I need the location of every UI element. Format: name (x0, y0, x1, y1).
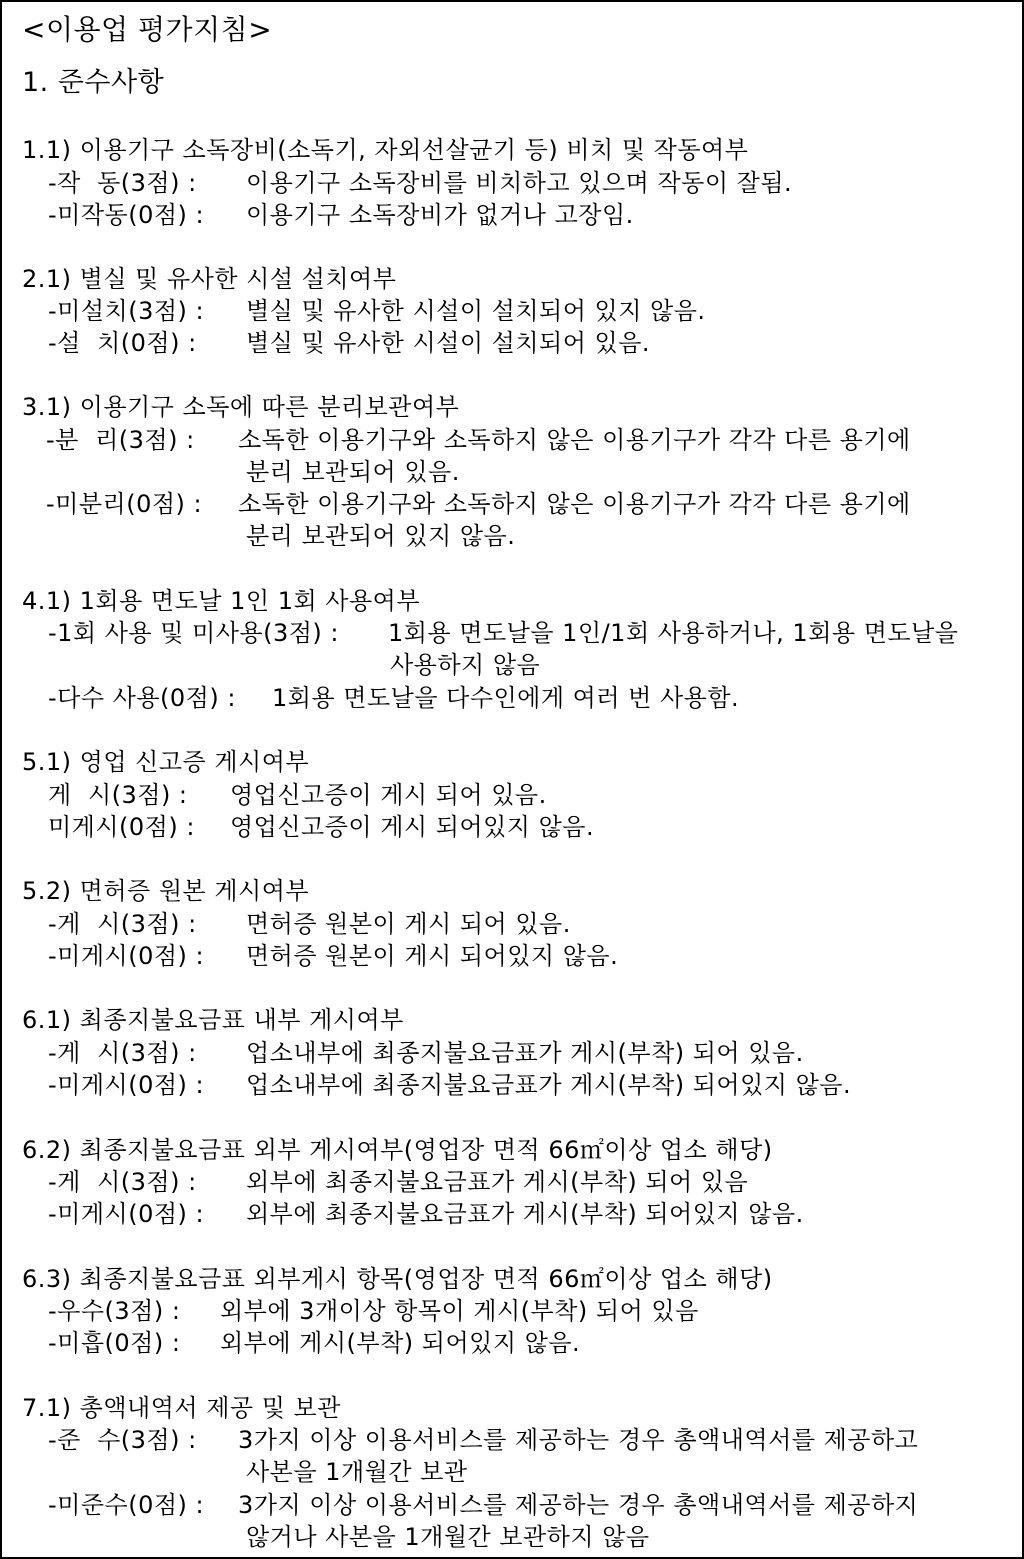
item-heading-1-1: 1.1) 이용기구 소독장비(소독기, 자외선살균기 등) 비치 및 작동여부 (22, 136, 749, 164)
criterion-label: -미준수(0점) : (48, 1491, 205, 1519)
item-heading-2-1: 2.1) 별실 및 유사한 시설 설치여부 (22, 265, 397, 293)
criterion-description: 1회용 면도날을 다수인에게 여러 번 사용함. (272, 684, 740, 712)
criterion-label: -게 시(3점) : (48, 1039, 197, 1067)
item-heading-7-1: 7.1) 총액내역서 제공 및 보관 (22, 1394, 341, 1422)
criterion-label: -미게시(0점) : (48, 1071, 205, 1099)
criterion-description: 별실 및 유사한 시설이 설치되어 있지 않음. (246, 297, 706, 325)
section-heading: 1. 준수사항 (22, 67, 165, 98)
criterion-description: 1회용 면도날을 1인/1회 사용하거나, 1회용 면도날을 (388, 619, 959, 647)
criterion-description: 소독한 이용기구와 소독하지 않은 이용기구가 각각 다른 용기에 (238, 490, 911, 518)
item-heading-6-3: 6.3) 최종지불요금표 외부게시 항목(영업장 면적 66㎡이상 업소 해당) (22, 1265, 773, 1293)
criterion-description: 않거나 사본을 1개월간 보관하지 않음 (246, 1523, 650, 1551)
criterion-label: 미게시(0점) : (48, 813, 195, 841)
criterion-description: 업소내부에 최종지불요금표가 게시(부착) 되어 있음. (246, 1039, 804, 1067)
criterion-description: 면허증 원본이 게시 되어있지 않음. (246, 942, 619, 970)
criterion-label: -미설치(3점) : (48, 297, 205, 325)
criterion-description: 소독한 이용기구와 소독하지 않은 이용기구가 각각 다른 용기에 (238, 426, 911, 454)
item-heading-6-2: 6.2) 최종지불요금표 외부 게시여부(영업장 면적 66㎡이상 업소 해당) (22, 1136, 773, 1164)
criterion-label: -다수 사용(0점) : (48, 684, 236, 712)
criterion-description: 외부에 최종지불요금표가 게시(부착) 되어있지 않음. (246, 1200, 804, 1228)
criterion-description: 외부에 최종지불요금표가 게시(부착) 되어 있음 (246, 1168, 749, 1196)
criterion-label: -미흡(0점) : (48, 1329, 181, 1357)
criterion-description: 영업신고증이 게시 되어 있음. (230, 781, 547, 809)
criterion-description: 3가지 이상 이용서비스를 제공하는 경우 총액내역서를 제공하고 (238, 1426, 919, 1454)
criterion-label: -미분리(0점) : (46, 490, 203, 518)
criterion-label: -게 시(3점) : (48, 910, 197, 938)
item-heading-5-2: 5.2) 면허증 원본 게시여부 (22, 877, 310, 905)
criterion-label: -분 리(3점) : (46, 426, 195, 454)
criterion-description: 분리 보관되어 있음. (246, 458, 460, 486)
criterion-description: 사용하지 않음 (390, 651, 541, 679)
criterion-description: 영업신고증이 게시 되어있지 않음. (230, 813, 595, 841)
item-heading-6-1: 6.1) 최종지불요금표 내부 게시여부 (22, 1006, 404, 1034)
criterion-label: -미게시(0점) : (48, 942, 205, 970)
criterion-label: 게 시(3점) : (48, 781, 188, 809)
document-title: <이용업 평가지침> (22, 13, 273, 46)
criterion-description: 외부에 3개이상 항목이 게시(부착) 되어 있음 (220, 1297, 699, 1325)
criterion-label: -작 동(3점) : (48, 169, 197, 197)
criterion-description: 면허증 원본이 게시 되어 있음. (246, 910, 571, 938)
criterion-label: -설 치(0점) : (48, 329, 197, 357)
criterion-label: -미게시(0점) : (48, 1200, 205, 1228)
criterion-description: 이용기구 소독장비가 없거나 고장임. (246, 201, 634, 229)
criterion-description: 분리 보관되어 있지 않음. (246, 522, 516, 550)
criterion-description: 외부에 게시(부착) 되어있지 않음. (220, 1329, 581, 1357)
criterion-label: -우수(3점) : (48, 1297, 181, 1325)
item-heading-4-1: 4.1) 1회용 면도날 1인 1회 사용여부 (22, 587, 421, 615)
criterion-description: 3가지 이상 이용서비스를 제공하는 경우 총액내역서를 제공하지 (238, 1491, 919, 1519)
item-heading-3-1: 3.1) 이용기구 소독에 따른 분리보관여부 (22, 393, 460, 421)
criterion-label: -준 수(3점) : (48, 1426, 197, 1454)
criterion-label: -게 시(3점) : (48, 1168, 197, 1196)
criterion-description: 별실 및 유사한 시설이 설치되어 있음. (246, 329, 651, 357)
criterion-description: 업소내부에 최종지불요금표가 게시(부착) 되어있지 않음. (246, 1071, 852, 1099)
criterion-label: -미작동(0점) : (48, 201, 205, 229)
criterion-description: 이용기구 소독장비를 비치하고 있으며 작동이 잘됨. (246, 169, 793, 197)
criterion-description: 사본을 1개월간 보관 (246, 1458, 468, 1486)
item-heading-5-1: 5.1) 영업 신고증 게시여부 (22, 748, 310, 776)
criterion-label: -1회 사용 및 미사용(3점) : (48, 619, 339, 647)
